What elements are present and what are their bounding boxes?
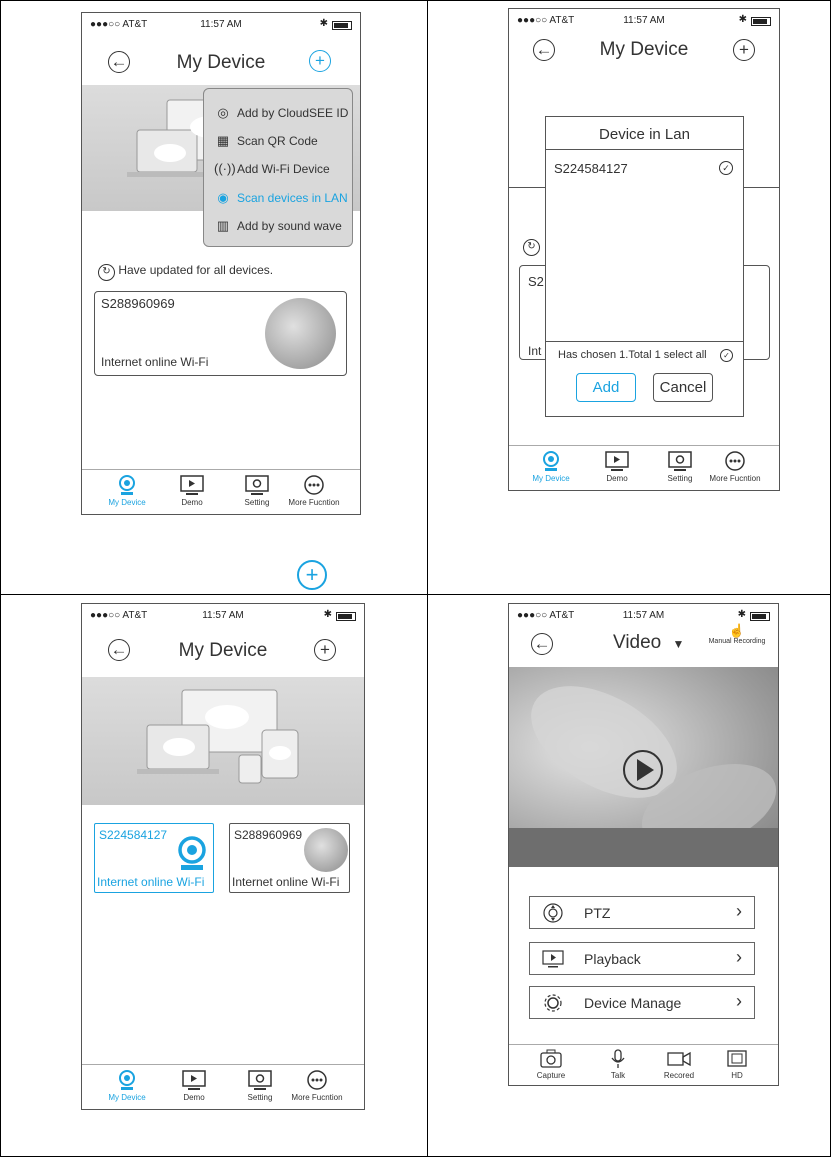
capture-button[interactable]: Capture — [526, 1049, 576, 1080]
menu-item-sound-wave[interactable]: ▥ Add by sound wave — [214, 215, 342, 237]
gear-screen-icon — [668, 450, 692, 472]
device-id: S224584127 — [99, 828, 168, 842]
dialog-title: Device in Lan — [599, 126, 690, 143]
device-in-lan-dialog — [545, 116, 744, 417]
check-icon[interactable]: ✓ — [719, 161, 733, 175]
back-button[interactable]: ← — [108, 51, 130, 73]
banner-image — [82, 677, 364, 805]
table-divider-vertical — [427, 0, 428, 1157]
device-manage-button[interactable]: Device Manage › — [529, 986, 755, 1019]
video-title[interactable]: Video ▼ — [613, 632, 685, 653]
tab-bar — [82, 469, 360, 514]
phone-panel-1 — [81, 12, 361, 515]
menu-item-wifi-device[interactable]: ((·))Add Wi-Fi Device — [214, 158, 330, 180]
gear-icon — [542, 992, 564, 1014]
phone-panel-3 — [81, 603, 365, 1110]
device-status: Internet online Wi-Fi — [97, 875, 205, 889]
play-screen-icon — [605, 450, 629, 472]
device-thumbnail — [265, 298, 336, 369]
plus-icon-caption: + — [297, 560, 327, 590]
play-screen-icon — [542, 948, 564, 970]
bluetooth-icon: ✱ — [323, 609, 332, 620]
tab-more-function[interactable]: More Fucntion — [284, 474, 344, 507]
tab-bar — [509, 445, 779, 490]
ptz-button[interactable]: PTZ › — [529, 896, 755, 929]
battery-icon — [332, 21, 352, 30]
lan-device-row[interactable] — [554, 161, 735, 181]
gear-screen-icon — [245, 474, 269, 496]
wifi-signal-icon: ((·)) — [214, 161, 236, 176]
lan-device-id: S224584127 — [554, 161, 628, 176]
menu-item-scan-qr[interactable]: ▦ Scan QR Code — [214, 130, 318, 152]
table-divider-horizontal — [0, 594, 831, 595]
microphone-icon — [610, 1049, 626, 1069]
bluetooth-icon: ✱ — [738, 14, 747, 25]
back-button[interactable]: ← — [533, 39, 555, 61]
tab-setting[interactable]: Setting — [650, 450, 710, 483]
tab-demo[interactable]: Demo — [164, 1069, 224, 1102]
device-card-selected[interactable] — [94, 823, 214, 893]
gear-screen-icon — [248, 1069, 272, 1091]
play-screen-icon — [180, 474, 204, 496]
bluetooth-icon: ✱ — [737, 609, 746, 620]
clock: 11:57 AM — [200, 19, 242, 30]
sound-wave-icon: ▥ — [216, 218, 230, 233]
webcam-icon — [116, 474, 138, 496]
battery-icon — [336, 612, 356, 621]
cancel-button[interactable]: Cancel — [653, 373, 713, 402]
add-device-menu — [203, 88, 353, 247]
lan-scan-icon: ◉ — [217, 190, 229, 205]
add-device-button[interactable]: + — [309, 50, 331, 72]
tab-demo[interactable]: Demo — [587, 450, 647, 483]
selection-summary: Has chosen 1.Total 1 select all ✓ — [558, 349, 735, 361]
camera-icon: ◎ — [217, 105, 229, 120]
battery-icon — [751, 17, 771, 26]
more-dots-icon — [724, 450, 746, 472]
battery-icon — [750, 612, 770, 621]
device-status: Internet online Wi-Fi — [232, 875, 340, 889]
page-title: My Device — [599, 39, 689, 60]
talk-button[interactable]: Talk — [593, 1049, 643, 1080]
device-status: Internet online Wi-Fi — [101, 355, 209, 369]
device-card[interactable] — [94, 291, 347, 376]
back-button[interactable]: ← — [108, 639, 130, 661]
chevron-right-icon: › — [736, 901, 742, 921]
webcam-icon — [175, 836, 209, 872]
add-device-button[interactable]: + — [733, 39, 755, 61]
dialog-title-divider — [546, 149, 743, 150]
video-toolbar — [509, 1044, 778, 1085]
video-camera-icon — [667, 1049, 691, 1069]
dialog-footer-divider — [546, 341, 743, 342]
tab-more-function[interactable]: More Fucntion — [287, 1069, 347, 1102]
video-preview[interactable] — [509, 667, 778, 867]
tab-setting[interactable]: Setting — [227, 474, 287, 507]
video-control-bar — [509, 828, 778, 867]
background-device-card: S2 Int — [519, 265, 770, 360]
select-all-check-icon[interactable]: ✓ — [720, 349, 733, 362]
more-dots-icon — [303, 474, 325, 496]
refresh-icon[interactable]: ↻ — [98, 264, 115, 281]
playback-button[interactable]: Playback › — [529, 942, 755, 975]
webcam-icon — [540, 450, 562, 472]
add-button[interactable]: Add — [576, 373, 636, 402]
tab-setting[interactable]: Setting — [230, 1069, 290, 1102]
phone-panel-2 — [508, 8, 780, 491]
devices-cloud-illustration — [127, 685, 317, 800]
tab-demo[interactable]: Demo — [162, 474, 222, 507]
status-bar: ●●●○○ AT&T 11:57 AM ✱ — [509, 604, 778, 626]
tab-bar — [82, 1064, 364, 1109]
device-card[interactable] — [229, 823, 350, 893]
more-dots-icon — [306, 1069, 328, 1091]
menu-item-cloudsee-id[interactable]: ◎ Add by CloudSEE ID — [214, 102, 348, 124]
webcam-icon — [116, 1069, 138, 1091]
play-screen-icon — [182, 1069, 206, 1091]
tab-my-device[interactable]: My Device — [521, 450, 581, 483]
tab-my-device[interactable]: My Device — [97, 474, 157, 507]
carrier: ●●●○○ AT&T — [90, 19, 148, 30]
manual-recording-button[interactable]: ☝ Manual Recording — [703, 624, 771, 645]
page-title: My Device — [178, 640, 268, 661]
tab-my-device[interactable]: My Device — [97, 1069, 157, 1102]
dropdown-triangle-icon: ▼ — [672, 637, 685, 651]
refresh-icon[interactable]: ↻ — [523, 239, 540, 256]
ptz-joystick-icon — [542, 902, 564, 924]
page-title: My Device — [176, 52, 266, 73]
device-id: S288960969 — [234, 828, 303, 842]
device-id: S288960969 — [101, 296, 175, 311]
status-bar: ●●●○○ AT&T 11:57 AM ✱ — [82, 604, 364, 626]
status-bar: ●●●○○ AT&T 11:57 AM ✱ — [509, 9, 779, 31]
add-device-button[interactable]: + — [314, 639, 336, 661]
updated-text: Have updated for all devices. — [118, 263, 274, 277]
tab-more-function[interactable]: More Fucntion — [705, 450, 765, 483]
status-bar — [82, 13, 360, 35]
hand-pointer-icon: ☝ — [728, 623, 746, 638]
bluetooth-icon: ✱ — [319, 18, 328, 29]
device-thumbnail — [304, 828, 348, 872]
chevron-right-icon: › — [736, 991, 742, 1011]
menu-item-scan-lan[interactable]: ◉ Scan devices in LAN — [214, 187, 348, 209]
hd-icon — [727, 1049, 747, 1069]
back-button[interactable]: ← — [531, 633, 553, 655]
updated-notice — [98, 263, 273, 281]
qr-code-icon: ▦ — [216, 133, 230, 148]
chevron-right-icon: › — [736, 947, 742, 967]
camera-icon — [540, 1049, 562, 1069]
phone-panel-4 — [508, 603, 779, 1086]
hd-button[interactable]: HD — [712, 1049, 762, 1080]
record-button[interactable]: Recored — [654, 1049, 704, 1080]
